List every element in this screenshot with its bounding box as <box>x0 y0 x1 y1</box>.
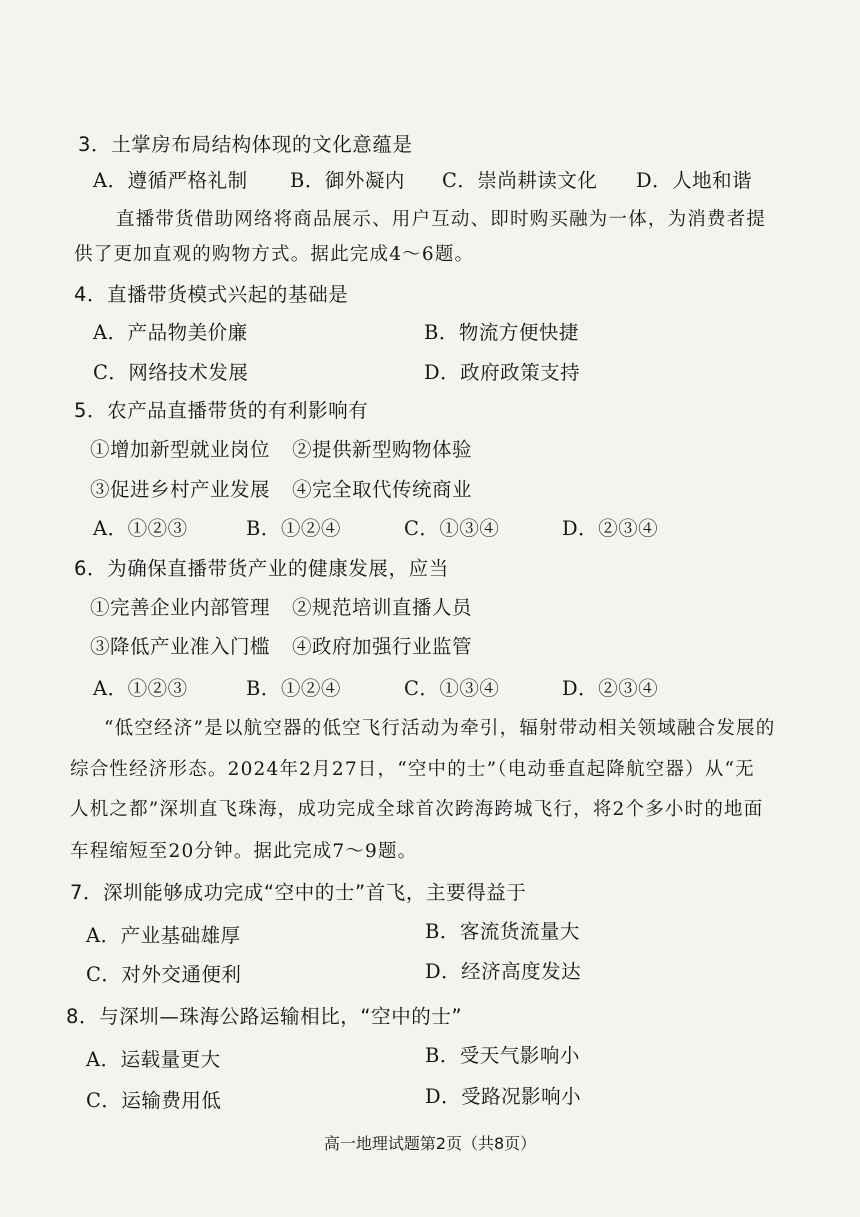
q5-option-c: C．①③④ <box>404 517 500 540</box>
q8-option-a: A．运载量更大 <box>86 1048 221 1071</box>
passage1-line2: 供了更加直观的购物方式。据此完成4～6题。 <box>74 244 475 265</box>
q7-option-b: B．客流货流量大 <box>425 920 580 943</box>
q8-option-b: B．受天气影响小 <box>425 1044 580 1067</box>
q6-item-3: ③降低产业准入门槛 <box>90 635 271 658</box>
q8-option-d: D．受路况影响小 <box>425 1085 582 1108</box>
q5-option-b: B．①②④ <box>246 517 341 540</box>
q7-option-a: A．产业基础雄厚 <box>86 924 241 947</box>
q6-option-c: C．①③④ <box>404 677 500 700</box>
q3-option-d: D．人地和谐 <box>636 169 753 192</box>
passage1-line1: 直播带货借助网络将商品展示、用户互动、即时购买融为一体，为消费者提 <box>116 209 767 230</box>
q4-option-a: A．产品物美价廉 <box>93 321 248 344</box>
passage2-line2: 综合性经济形态。2024年2月27日，“空中的士”（电动垂直起降航空器）从“无 <box>70 759 755 780</box>
q4-option-d: D．政府政策支持 <box>424 361 581 384</box>
q5-option-a: A．①②③ <box>93 517 188 540</box>
q3-option-a: A．遵循严格礼制 <box>93 169 248 192</box>
q5-item-4: ④完全取代传统商业 <box>292 478 473 501</box>
q6-item-1: ①完善企业内部管理 <box>90 596 271 619</box>
q6-option-b: B．①②④ <box>246 677 341 700</box>
q6-stem: 6．为确保直播带货产业的健康发展，应当 <box>74 557 449 580</box>
q5-item-3: ③促进乡村产业发展 <box>90 478 271 501</box>
q7-option-d: D．经济高度发达 <box>425 960 582 983</box>
q7-option-c: C．对外交通便利 <box>86 963 242 986</box>
q6-option-a: A．①②③ <box>93 677 188 700</box>
q4-option-c: C．网络技术发展 <box>93 361 249 384</box>
q3-stem: 3．土掌房布局结构体现的文化意蕴是 <box>78 133 413 156</box>
q4-stem: 4．直播带货模式兴起的基础是 <box>74 283 349 306</box>
passage2-line4: 车程缩短至20分钟。据此完成7～9题。 <box>70 841 418 862</box>
q5-option-d: D．②③④ <box>562 517 659 540</box>
q5-item-2: ②提供新型购物体验 <box>292 438 473 461</box>
q8-stem: 8．与深圳—珠海公路运输相比，“空中的士” <box>66 1005 463 1028</box>
q5-stem: 5．农产品直播带货的有利影响有 <box>74 399 369 422</box>
page-footer: 高一地理试题第2页（共8页） <box>323 1134 537 1153</box>
q6-item-4: ④政府加强行业监管 <box>292 635 473 658</box>
q8-option-c: C．运输费用低 <box>86 1089 222 1112</box>
q7-stem: 7．深圳能够成功完成“空中的士”首飞，主要得益于 <box>70 881 527 904</box>
q5-item-1: ①增加新型就业岗位 <box>90 438 271 461</box>
q3-option-b: B．御外凝内 <box>290 169 405 192</box>
q3-option-c: C．崇尚耕读文化 <box>442 169 598 192</box>
q6-item-2: ②规范培训直播人员 <box>292 596 473 619</box>
q4-option-b: B．物流方便快捷 <box>424 321 579 344</box>
q6-option-d: D．②③④ <box>562 677 659 700</box>
passage2-line3: 人机之都”深圳直飞珠海，成功完成全球首次跨海跨城飞行，将2个多小时的地面 <box>70 799 764 820</box>
passage2-line1: “低空经济”是以航空器的低空飞行活动为牵引，辐射带动相关领域融合发展的 <box>104 718 776 739</box>
